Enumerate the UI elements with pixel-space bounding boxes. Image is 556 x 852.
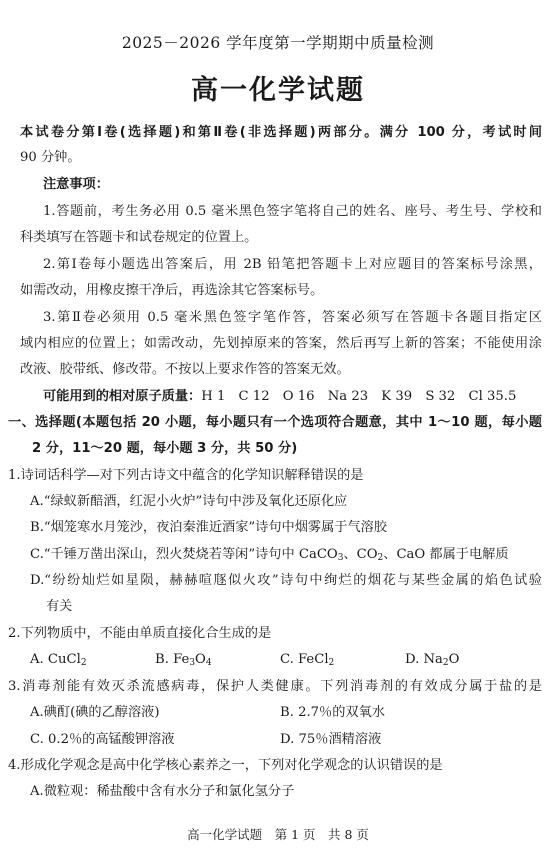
note-1-line-1: 1.答题前，考生务必用 0.5 毫米黑色签字笔将自己的姓名、座号、考生号、学校和 xyxy=(43,204,542,219)
question-1-option-b: B.“烟笼寒水月笼沙，夜泊秦淮近酒家”诗句中烟雾属于气溶胶 xyxy=(30,520,388,535)
question-4-stem: 4.形成化学观念是高中化学核心素养之一，下列对化学观念的认识错误的是 xyxy=(8,758,443,773)
atomic-masses-label: 可能用到的相对原子质量： xyxy=(43,389,202,404)
section-1-line-2: 2 分，11～20 题，每小题 3 分，共 50 分) xyxy=(32,441,298,456)
question-1-option-d-line-2: 有关 xyxy=(46,599,73,614)
note-2-line-1: 2.第Ⅰ卷每小题选出答案后，用 2B 铅笔把答题卡上对应题目的答案标号涂黑， xyxy=(43,257,542,272)
section-1-line-1: 一、选择题(本题包括 20 小题，每小题只有一个选项符合题意，其中 1～10 题，每小题 xyxy=(8,415,542,430)
question-2-stem: 2.下列物质中，不能由单质直接化合生成的是 xyxy=(8,626,272,641)
note-3-line-1: 3.第Ⅱ卷必须用 0.5 毫米黑色签字笔作答，答案必须写在答题卡各题目指定区 xyxy=(43,310,542,325)
question-3-stem: 3.消毒剂能有效灭杀流感病毒，保护人类健康。下列消毒剂的有效成分属于盐的是 xyxy=(8,679,542,694)
note-1-line-2: 科类填写在答题卡和试卷规定的位置上。 xyxy=(20,230,258,245)
question-3-options-row-2 xyxy=(30,731,530,749)
question-2-option-a: A. CuCl$_2$ xyxy=(30,652,87,668)
atomic-masses xyxy=(43,388,516,406)
question-2-option-d: D. $Na_2O$ xyxy=(405,652,460,668)
page-title: 高一化学试题 xyxy=(191,75,365,106)
question-3-option-b: B. 2.7％的双氧水 xyxy=(280,705,385,720)
question-1-option-a: A.“绿蚁新醅酒，红泥小火炉”诗句中涉及氧化还原化应 xyxy=(30,494,348,509)
intro-line-2: 90 分钟。 xyxy=(20,150,81,165)
question-3-options-row-1 xyxy=(30,704,530,722)
note-2-line-2: 如需改动，用橡皮擦干净后，再选涂其它答案标号。 xyxy=(20,283,324,298)
question-2-option-b: B. $Fe_3O_4$ xyxy=(155,652,212,668)
question-3-option-d: D. 75％酒精溶液 xyxy=(280,732,382,747)
note-3-line-2: 域内相应的位置上；如需改动，先划掉原来的答案，然后再写上新的答案；不能使用涂 xyxy=(20,336,542,351)
question-4-option-a: A.微粒观：稀盐酸中含有水分子和氯化氢分子 xyxy=(30,784,295,799)
question-2-options xyxy=(30,651,530,669)
question-1-option-c: C.“千锤万凿出深山，烈火焚烧若等闲”诗句中 CaCO$_3$、$CO_2$、CaO 都属于电解质 xyxy=(30,547,509,563)
atomic-masses-values: H 1 C 12 O 16 Na 23 K 39 S 32 Cl 35.5 xyxy=(201,389,517,404)
question-1-option-d-line-1: D.“纷纷灿烂如星陨，赫赫喧豗似火攻”诗句中绚烂的烟花与某些金属的焰色试验 xyxy=(30,573,542,588)
page-footer: 高一化学试题 第 1 页 共 8 页 xyxy=(187,827,369,842)
question-3-option-c: C. 0.2％的高锰酸钾溶液 xyxy=(30,732,175,747)
notes-heading: 注意事项： xyxy=(43,177,109,192)
question-1-stem: 1.诗词话科学—对下列古诗文中蕴含的化学知识解释错误的是 xyxy=(8,468,364,483)
question-2-option-c: C. FeCl$_2$ xyxy=(280,652,335,668)
note-3-line-3: 改液、胶带纸、修改带。不按以上要求作答的答案无效。 xyxy=(20,362,350,377)
exam-name: 2025－2026 学年度第一学期期中质量检测 xyxy=(121,34,435,52)
intro-line-1: 本试卷分第Ⅰ卷(选择题)和第Ⅱ卷(非选择题)两部分。满分 100 分，考试时间 xyxy=(20,125,542,140)
question-3-option-a: A.碘酊(碘的乙醇溶液) xyxy=(30,705,160,720)
